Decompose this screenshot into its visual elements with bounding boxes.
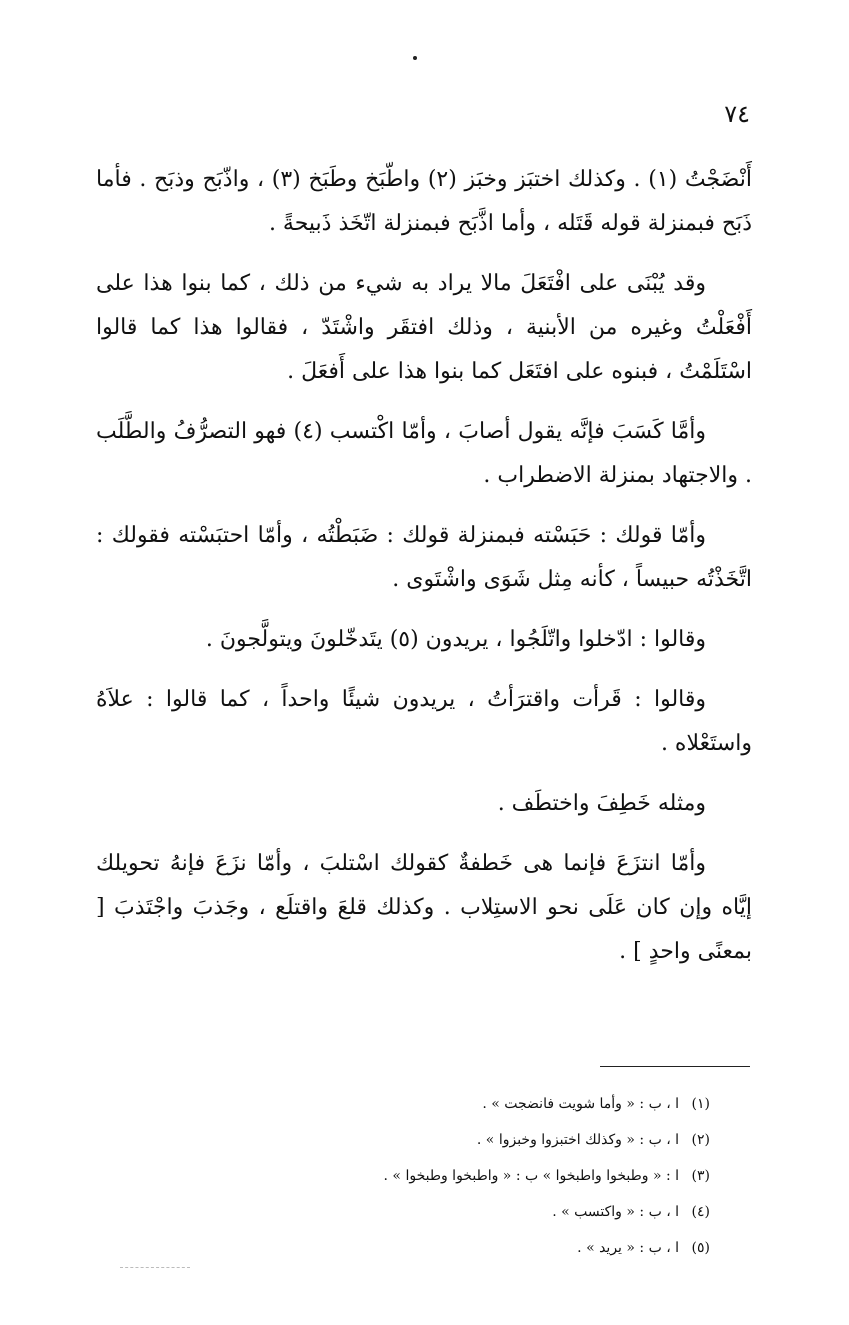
footnote-text: ا : « وطبخوا واطبخوا » ب : « واطبخوا وطبخوا » . <box>383 1168 680 1184</box>
footnote-text: ا ، ب : « وأما شويت فانضجت » . <box>482 1096 680 1112</box>
paragraph: وأمّا قولك : حَبَسْته فبمنزلة قولك : ضَبَطْتُه ، وأمّا احتبَسْته فقولك : اتَّخَذْتُه حبيساً ، كأنه مِثل شَوَى واشْتَوى . <box>96 523 752 592</box>
paragraph: وأمَّا كَسَبَ فإنَّه يقول أصابَ ، وأمّا اكْتسب (٤) فهو التصرُّفُ والطَّلَب . والاجتهاد بمنزلة الاضطراب . <box>96 419 752 488</box>
footnote <box>300 1230 710 1266</box>
footnote-text: ا ، ب : « واكتسب » . <box>552 1204 680 1220</box>
footnote <box>300 1158 710 1194</box>
page-mark <box>413 56 417 60</box>
body-text <box>96 158 752 990</box>
footnote <box>300 1086 710 1122</box>
footnote-text: ا ، ب : « وكذلك اختبزوا وخبزوا » . <box>476 1132 680 1148</box>
footnote-number: (١) <box>691 1096 710 1112</box>
footnote-number: (٣) <box>691 1168 710 1184</box>
footnote-number: (٤) <box>691 1204 710 1220</box>
footnote <box>300 1122 710 1158</box>
paragraph: ومثله خَطِفَ واختطَف . <box>497 791 706 816</box>
paragraph: وقالوا : ادّخلوا واتّلَجُوا ، يريدون (٥) يتَدخّلونَ ويتولَّجونَ . <box>205 627 706 652</box>
footnote-text: ا ، ب : « يريد » . <box>577 1240 680 1256</box>
paragraph: وقد يُبْنَى على افْتَعَلَ مالا يراد به شيء من ذلك ، كما بنوا هذا على أَفْعَلْتُ وغيره من الأبنية ، وذلك افتقَر واشْتَدّ ، فقالوا هذا كما قالوا اسْتَلَمْتُ ، فبنوه على افتَعَل كما بنوا هذا على أَفعَلَ . <box>96 271 752 384</box>
footnote <box>300 1194 710 1230</box>
footnote-number: (٢) <box>691 1132 710 1148</box>
paragraph: وأمّا انتزَعَ فإنما هى خَطفةٌ كقولك اسْتلبَ ، وأمّا نزَعَ فإنهُ تحويلك إيَّاه وإن كان عَلَى نحو الاستِلاب . وكذلك قلعَ واقتلَع ، وجَذبَ واجْتَذبَ [ بمعنًى واحدٍ ] . <box>96 851 752 964</box>
paragraph: أَنْضَجْتُ (١) . وكذلك اختبَز وخبَز (٢) واطّبَخ وطَبَخ (٣) ، واذّبَح وذبَح . فأما ذَبَح فبمنزلة قوله قَتَله ، وأما اذَّبَح فبمنزلة اتّخَذ ذَبيحةً . <box>96 167 752 236</box>
footnotes <box>300 1086 710 1266</box>
footnote-number: (٥) <box>691 1240 710 1256</box>
page-number: ٧٤ <box>724 100 750 128</box>
footnote-separator <box>600 1066 750 1067</box>
paragraph: وقالوا : قَرأت واقترَأتُ ، يريدون شيئًا واحداً ، كما قالوا : علاَهُ واستَعْلاه . <box>96 687 752 756</box>
scan-artifact <box>120 1267 190 1268</box>
